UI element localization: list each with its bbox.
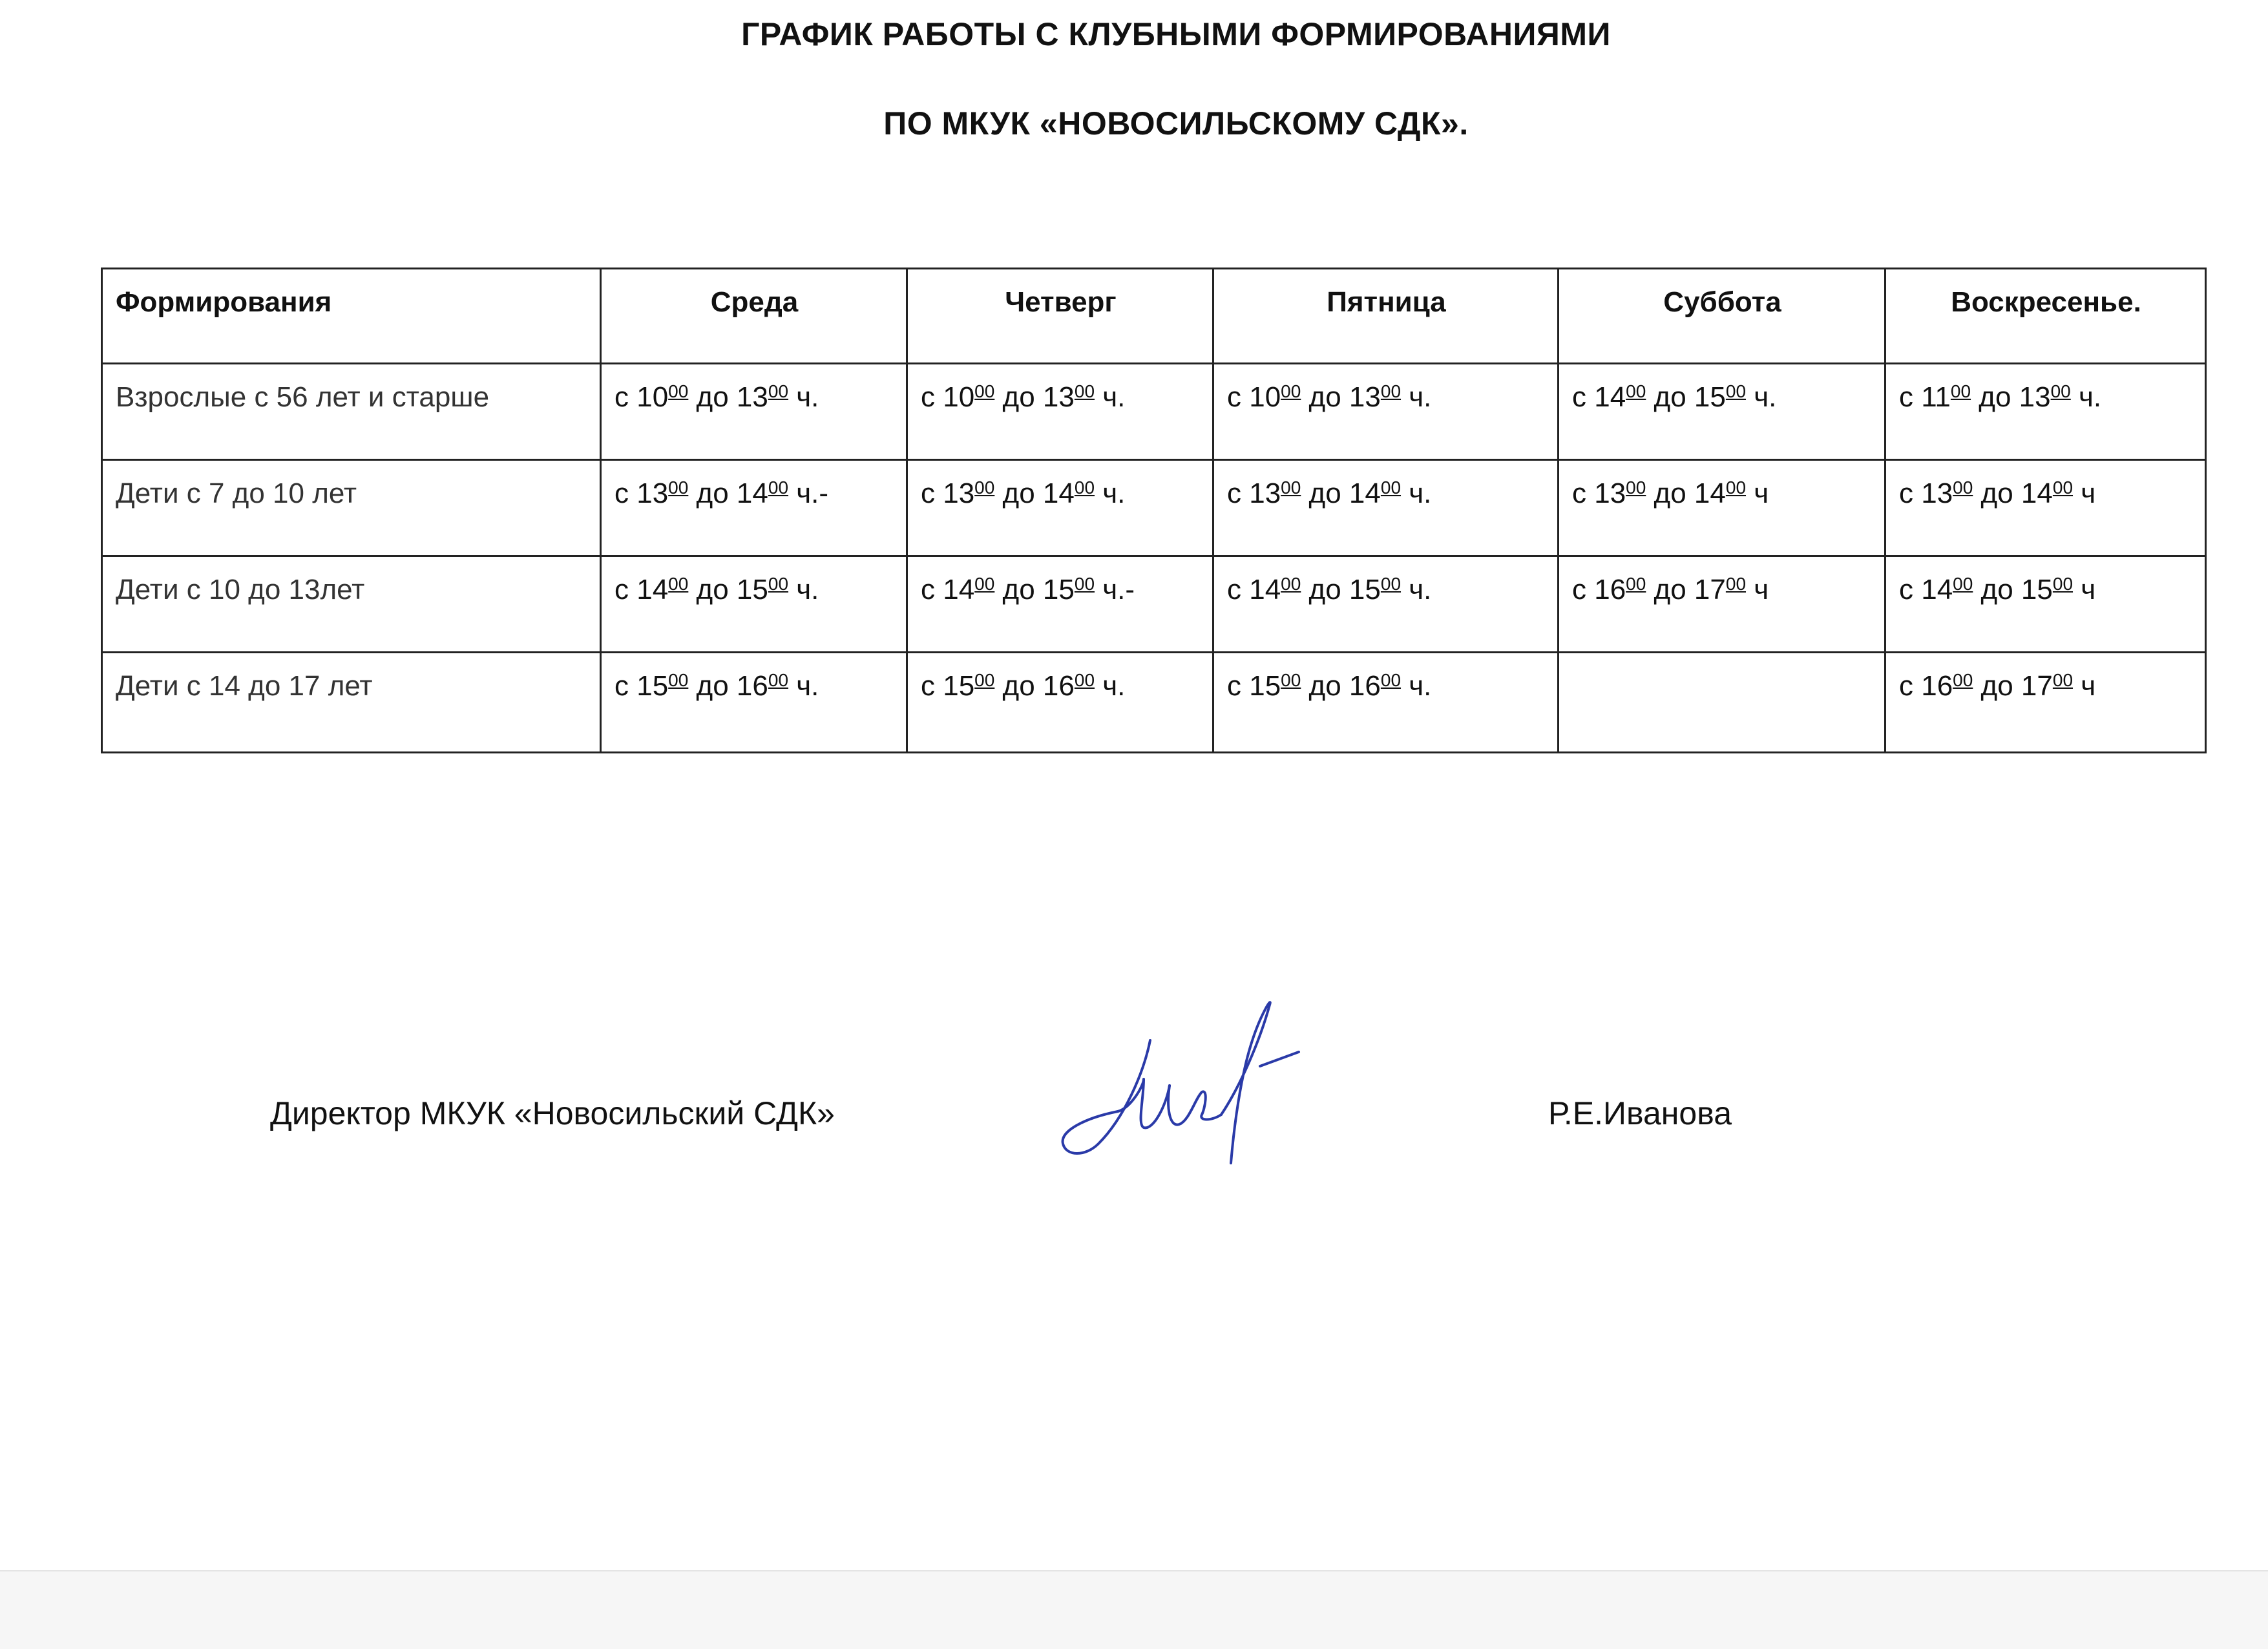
time-to-hour: до 15 — [1646, 381, 1726, 413]
time-to-minutes: 00 — [1725, 478, 1747, 498]
header-formations: Формирования — [102, 269, 601, 364]
group-name-cell: Взрослые с 56 лет и старше — [102, 364, 601, 460]
group-name-cell: Дети с 14 до 17 лет — [102, 653, 601, 753]
time-to-minutes: 00 — [2052, 478, 2074, 498]
time-slot — [1227, 670, 1431, 702]
time-to-hour: до 14 — [1973, 478, 2053, 509]
schedule-cell — [907, 556, 1213, 653]
time-to-minutes: 00 — [1074, 478, 1095, 498]
time-to-hour: до 14 — [1301, 478, 1381, 509]
schedule-cell — [1559, 364, 1885, 460]
time-from-hour: с 15 — [1227, 670, 1281, 702]
document-subtitle: ПО МКУК «НОВОСИЛЬСКОМУ СДК». — [883, 105, 1469, 142]
time-from-hour: с 15 — [614, 670, 669, 702]
time-unit: ч. — [1401, 381, 1432, 413]
header-wednesday: Среда — [601, 269, 907, 364]
schedule-cell — [1559, 556, 1885, 653]
table-row — [102, 460, 2206, 556]
time-from-minutes: 00 — [974, 478, 995, 498]
header-thursday: Четверг — [907, 269, 1213, 364]
time-from-hour: с 10 — [614, 381, 669, 413]
time-unit: ч. — [788, 381, 819, 413]
time-to-minutes: 00 — [768, 478, 789, 498]
time-to-minutes: 00 — [1380, 381, 1402, 401]
time-slot — [614, 574, 819, 605]
time-unit: ч. — [788, 670, 819, 702]
time-unit: ч.- — [1095, 574, 1135, 605]
time-from-minutes: 00 — [1281, 381, 1301, 401]
time-to-hour: до 14 — [1646, 478, 1726, 509]
time-slot — [1899, 478, 2095, 509]
time-to-minutes: 00 — [1074, 574, 1095, 594]
time-slot — [1227, 478, 1431, 509]
schedule-cell — [1885, 364, 2206, 460]
header-sunday: Воскресенье. — [1885, 269, 2206, 364]
schedule-cell — [601, 653, 907, 753]
table-row — [102, 653, 2206, 753]
time-slot — [1899, 574, 2095, 605]
time-from-hour: с 14 — [921, 574, 975, 605]
time-from-hour: с 16 — [1899, 670, 1953, 702]
time-to-hour: до 15 — [688, 574, 768, 605]
time-to-minutes: 00 — [1380, 670, 1402, 690]
time-slot — [614, 381, 819, 413]
time-unit: ч. — [788, 574, 819, 605]
schedule-cell — [907, 460, 1213, 556]
time-slot — [921, 574, 1135, 605]
time-slot — [1899, 381, 2101, 413]
time-slot — [1227, 574, 1431, 605]
header-saturday: Суббота — [1559, 269, 1885, 364]
time-to-hour: до 13 — [1301, 381, 1381, 413]
time-unit: ч — [2073, 478, 2096, 509]
time-unit: ч. — [1095, 670, 1126, 702]
schedule-cell — [1213, 460, 1559, 556]
schedule-cell — [1885, 556, 2206, 653]
time-from-minutes: 00 — [1281, 670, 1301, 690]
table-header-row — [102, 269, 2206, 364]
time-to-hour: до 17 — [1973, 670, 2053, 702]
schedule-cell — [1559, 460, 1885, 556]
time-from-minutes: 00 — [974, 381, 995, 401]
schedule-cell — [1885, 653, 2206, 753]
time-to-minutes: 00 — [2052, 670, 2074, 690]
time-from-minutes: 00 — [1953, 574, 1973, 594]
scan-bottom-edge — [0, 1570, 2268, 1649]
time-to-minutes: 00 — [1074, 381, 1095, 401]
header-friday: Пятница — [1213, 269, 1559, 364]
time-to-hour: до 13 — [1971, 381, 2051, 413]
group-name-cell: Дети с 10 до 13лет — [102, 556, 601, 653]
time-unit: ч. — [1401, 574, 1432, 605]
time-unit: ч. — [1095, 381, 1126, 413]
time-from-minutes: 00 — [974, 670, 995, 690]
schedule-table — [101, 268, 2207, 753]
time-unit: ч. — [1746, 381, 1777, 413]
table-row — [102, 556, 2206, 653]
time-from-hour: с 13 — [614, 478, 669, 509]
time-slot — [1899, 670, 2095, 702]
time-to-minutes: 00 — [1380, 478, 1402, 498]
time-to-hour: до 16 — [994, 670, 1075, 702]
time-from-hour: с 14 — [614, 574, 669, 605]
time-unit: ч — [2073, 670, 2096, 702]
schedule-cell — [1213, 556, 1559, 653]
time-slot — [1572, 478, 1769, 509]
time-from-minutes: 00 — [668, 478, 689, 498]
time-slot — [921, 381, 1125, 413]
time-from-minutes: 00 — [1953, 478, 1973, 498]
time-to-minutes: 00 — [768, 670, 789, 690]
time-to-minutes: 00 — [2052, 574, 2074, 594]
time-slot — [1572, 381, 1776, 413]
schedule-cell — [601, 460, 907, 556]
table-row — [102, 364, 2206, 460]
time-unit: ч — [1746, 574, 1769, 605]
schedule-cell — [1885, 460, 2206, 556]
schedule-body — [102, 364, 2206, 753]
time-from-hour: с 10 — [1227, 381, 1281, 413]
schedule-cell — [601, 556, 907, 653]
time-from-minutes: 00 — [668, 381, 689, 401]
time-from-hour: с 11 — [1899, 381, 1951, 413]
time-unit: ч. — [1401, 670, 1432, 702]
time-to-minutes: 00 — [1074, 670, 1095, 690]
time-unit: ч. — [1095, 478, 1126, 509]
time-from-minutes: 00 — [974, 574, 995, 594]
time-to-hour: до 14 — [994, 478, 1075, 509]
time-to-minutes: 00 — [1725, 574, 1747, 594]
schedule-cell — [907, 364, 1213, 460]
time-slot — [1572, 574, 1769, 605]
time-slot — [921, 478, 1125, 509]
time-slot — [614, 478, 828, 509]
schedule-cell — [907, 653, 1213, 753]
time-from-hour: с 14 — [1899, 574, 1953, 605]
time-from-minutes: 00 — [1626, 574, 1646, 594]
time-from-minutes: 00 — [1626, 478, 1646, 498]
time-to-hour: до 13 — [994, 381, 1075, 413]
schedule-cell — [1213, 653, 1559, 753]
time-to-minutes: 00 — [768, 381, 789, 401]
time-from-minutes: 00 — [1281, 478, 1301, 498]
time-from-hour: с 14 — [1572, 381, 1626, 413]
time-to-minutes: 00 — [2050, 381, 2071, 401]
director-signature — [1047, 969, 1318, 1176]
time-from-hour: с 13 — [1899, 478, 1953, 509]
time-from-hour: с 14 — [1227, 574, 1281, 605]
time-to-hour: до 16 — [688, 670, 768, 702]
time-from-minutes: 00 — [1281, 574, 1301, 594]
time-unit: ч — [1746, 478, 1769, 509]
schedule-cell — [601, 364, 907, 460]
time-from-hour: с 13 — [1227, 478, 1281, 509]
time-to-minutes: 00 — [768, 574, 789, 594]
time-from-hour: с 15 — [921, 670, 975, 702]
time-to-hour: до 15 — [1973, 574, 2053, 605]
time-from-minutes: 00 — [1953, 670, 1973, 690]
time-to-hour: до 17 — [1646, 574, 1726, 605]
time-to-hour: до 16 — [1301, 670, 1381, 702]
time-from-minutes: 00 — [1950, 381, 1971, 401]
time-to-hour: до 13 — [688, 381, 768, 413]
time-from-minutes: 00 — [668, 670, 689, 690]
time-slot — [614, 670, 819, 702]
director-title: Директор МКУК «Новосильский СДК» — [270, 1095, 835, 1131]
time-to-hour: до 15 — [1301, 574, 1381, 605]
time-from-minutes: 00 — [668, 574, 689, 594]
director-name: Р.Е.Иванова — [1548, 1095, 1732, 1131]
schedule-cell — [1213, 364, 1559, 460]
time-unit: ч. — [2070, 381, 2102, 413]
document-title: ГРАФИК РАБОТЫ С КЛУБНЫМИ ФОРМИРОВАНИЯМИ — [741, 16, 1611, 52]
time-from-hour: с 10 — [921, 381, 975, 413]
time-unit: ч.- — [788, 478, 829, 509]
time-slot — [1227, 381, 1431, 413]
group-name-cell: Дети с 7 до 10 лет — [102, 460, 601, 556]
time-to-hour: до 15 — [994, 574, 1075, 605]
time-from-minutes: 00 — [1626, 381, 1646, 401]
time-from-hour: с 13 — [921, 478, 975, 509]
time-to-hour: до 14 — [688, 478, 768, 509]
time-unit: ч — [2073, 574, 2096, 605]
time-to-minutes: 00 — [1380, 574, 1402, 594]
time-to-minutes: 00 — [1725, 381, 1747, 401]
time-slot — [921, 670, 1125, 702]
time-from-hour: с 13 — [1572, 478, 1626, 509]
time-from-hour: с 16 — [1572, 574, 1626, 605]
schedule-cell — [1559, 653, 1885, 753]
time-unit: ч. — [1401, 478, 1432, 509]
